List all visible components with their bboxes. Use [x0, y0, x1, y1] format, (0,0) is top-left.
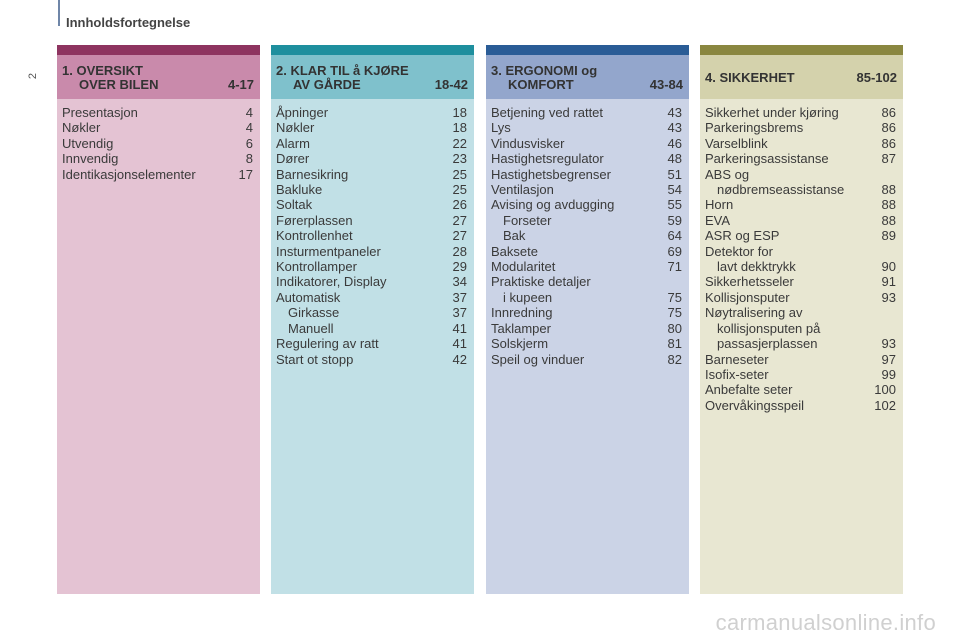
toc-item[interactable]: Identikasjonselementer 17 [62, 166, 253, 182]
section-subtitle: OVER BILEN [79, 77, 159, 92]
toc-subitem[interactable]: kollisjonsputen på [717, 320, 821, 336]
toc-item[interactable]: Dører 23 [276, 151, 467, 167]
toc-item[interactable]: Avising og avdugging 55 [491, 197, 682, 213]
toc-subitem[interactable]: Manuell 41 [288, 320, 467, 336]
toc-item[interactable]: Overvåkingsspeil 102 [705, 397, 896, 413]
toc-item[interactable]: Kollisjonsputer 93 [705, 289, 896, 305]
toc-item[interactable]: Detektor for [705, 243, 773, 259]
watermark: carmanualsonline.info [715, 610, 936, 635]
section-header[interactable] [486, 55, 689, 99]
toc-item[interactable]: Hastighetsregulator 48 [491, 151, 682, 167]
section-title: 1. OVERSIKT [62, 63, 143, 78]
toc-item[interactable]: Modularitet 71 [491, 259, 682, 275]
section-header[interactable] [700, 55, 903, 99]
toc-subitem[interactable]: nødbremseassistanse 88 [717, 182, 896, 198]
toc-item[interactable]: Insturmentpaneler 28 [276, 243, 467, 259]
toc-item[interactable]: Ventilasjon 54 [491, 182, 682, 198]
toc-item[interactable]: Åpninger 18 [276, 105, 467, 120]
toc-item[interactable]: Start ot stopp 42 [276, 351, 467, 367]
column-color-band [486, 45, 689, 55]
toc-item[interactable]: Sikkerhet under kjøring 86 [705, 105, 896, 120]
toc-item[interactable]: Baksete 69 [491, 243, 682, 259]
column-color-band [271, 45, 474, 55]
toc-item[interactable]: Alarm 22 [276, 135, 467, 151]
section-item-list [700, 99, 903, 413]
toc-item[interactable]: Solskjerm 81 [491, 336, 682, 352]
toc-item[interactable]: Varselblink 86 [705, 135, 896, 151]
header-rule [58, 0, 60, 26]
toc-item[interactable]: Isofix-seter 99 [705, 366, 896, 382]
toc-subitem[interactable]: Girkasse 37 [288, 305, 467, 321]
toc-item[interactable]: Regulering av ratt 41 [276, 336, 467, 352]
toc-subitem[interactable]: passasjerplassen 93 [717, 336, 896, 352]
toc-item[interactable]: Nøkler 4 [62, 120, 253, 136]
toc-subitem[interactable]: lavt dekktrykk 90 [717, 259, 896, 275]
section-title: 4. SIKKERHET [705, 70, 795, 85]
toc-item[interactable]: Vindusvisker 46 [491, 135, 682, 151]
toc-item[interactable]: Nøkler 18 [276, 120, 467, 136]
toc-subitem[interactable]: Bak 64 [503, 228, 682, 244]
toc-item[interactable]: Barneseter 97 [705, 351, 896, 367]
section-item-list [57, 99, 260, 182]
section-header[interactable] [57, 55, 260, 99]
toc-item[interactable]: Nøytralisering av [705, 305, 803, 321]
toc-item[interactable]: Lys 43 [491, 120, 682, 136]
toc-item[interactable]: EVA 88 [705, 212, 896, 228]
toc-item[interactable]: Bakluke 25 [276, 182, 467, 198]
section-page-range: 43-84 [649, 77, 683, 92]
toc-item[interactable]: Taklamper 80 [491, 320, 682, 336]
section-subtitle: AV GÅRDE [293, 77, 361, 92]
section-page-range: 4-17 [227, 77, 254, 92]
toc-item[interactable]: Innredning 75 [491, 305, 682, 321]
section-page-range: 18-42 [434, 77, 468, 92]
section-header[interactable] [271, 55, 474, 99]
toc-item[interactable]: Speil og vinduer 82 [491, 351, 682, 367]
section-title: 2. KLAR TIL å KJØRE [276, 63, 409, 78]
toc-item[interactable]: Soltak 26 [276, 197, 467, 213]
toc-column-sikkerhet [700, 45, 903, 594]
toc-item[interactable]: Betjening ved rattet 43 [491, 105, 682, 120]
toc-item[interactable]: Barnesikring 25 [276, 166, 467, 182]
toc-item[interactable]: Anbefalte seter 100 [705, 382, 896, 398]
toc-column-oversikt [57, 45, 260, 594]
page-title: Innholdsfortegnelse [66, 15, 191, 30]
toc-item[interactable]: Hastighetsbegrenser 51 [491, 166, 682, 182]
section-item-list [271, 99, 474, 367]
toc-item[interactable]: Utvendig 6 [62, 135, 253, 151]
toc-item[interactable]: Horn 88 [705, 197, 896, 213]
column-color-band [700, 45, 903, 55]
section-subtitle: KOMFORT [508, 77, 574, 92]
toc-column-klar-til-kjore [271, 45, 474, 594]
toc-item[interactable]: Kontrollenhet 27 [276, 228, 467, 244]
toc-item[interactable]: ABS og [705, 166, 750, 182]
page-number: 2 [27, 72, 40, 80]
toc-item[interactable]: Førerplassen 27 [276, 212, 467, 228]
toc-subitem[interactable]: Forseter 59 [503, 212, 682, 228]
toc-item[interactable]: Presentasjon 4 [62, 105, 253, 120]
toc-item[interactable]: Parkeringsbrems 86 [705, 120, 896, 136]
toc-item[interactable]: Parkeringsassistanse 87 [705, 151, 896, 167]
toc-item[interactable]: Indikatorer, Display 34 [276, 274, 467, 290]
toc-item[interactable]: Kontrollamper 29 [276, 259, 467, 275]
section-page-range: 85-102 [856, 70, 897, 85]
section-title: 3. ERGONOMI og [491, 63, 598, 78]
column-color-band [57, 45, 260, 55]
toc-column-ergonomi [486, 45, 689, 594]
toc-item[interactable]: Praktiske detaljer [491, 274, 591, 290]
toc-item[interactable]: ASR og ESP 89 [705, 228, 896, 244]
toc-item[interactable]: Innvendig 8 [62, 151, 253, 167]
section-item-list [486, 99, 689, 367]
toc-subitem[interactable]: i kupeen 75 [503, 289, 682, 305]
toc-item[interactable]: Sikkerhetsseler 91 [705, 274, 896, 290]
toc-item[interactable]: Automatisk 37 [276, 289, 467, 305]
